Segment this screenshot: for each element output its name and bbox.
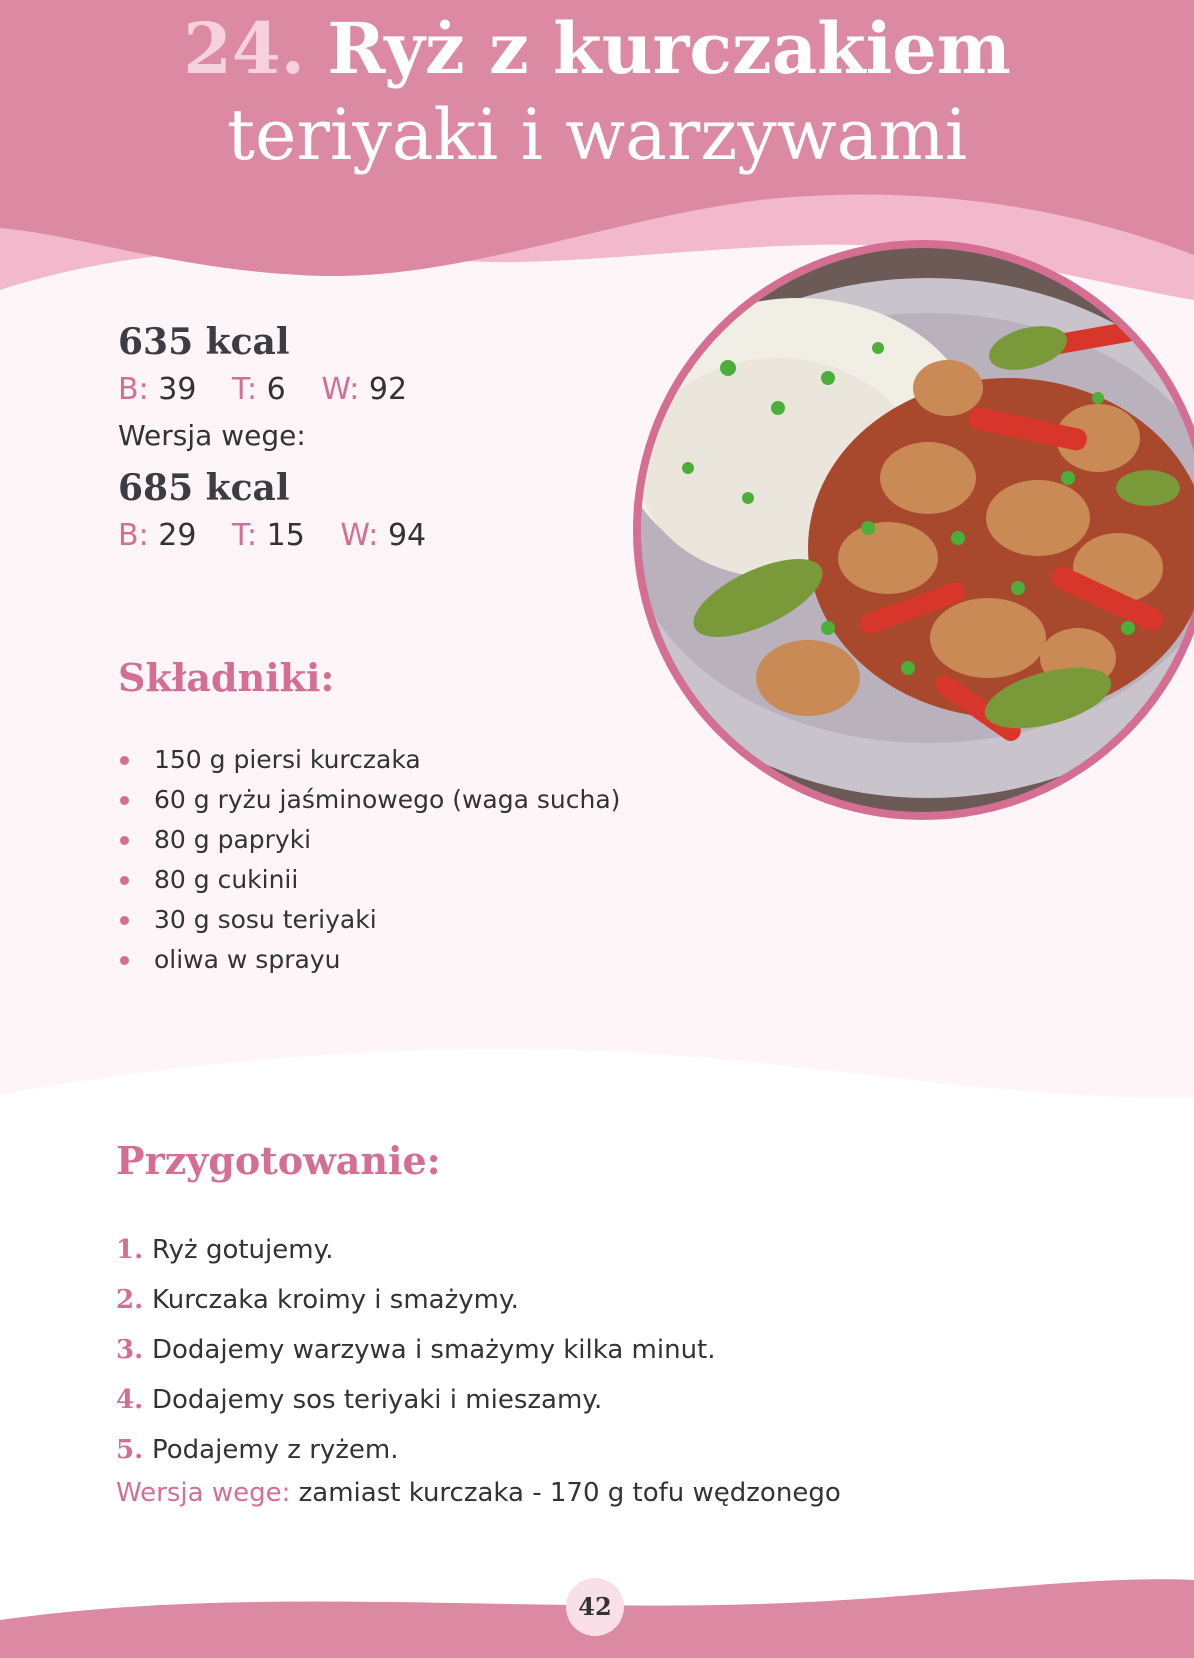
step-number: 1. xyxy=(116,1235,144,1265)
bullet-icon xyxy=(120,916,129,925)
wege-version-note xyxy=(116,1478,841,1508)
macro-fat: T: 6 xyxy=(231,372,286,407)
wege-note-label: Wersja wege: xyxy=(116,1478,291,1508)
ingredients-heading: Składniki: xyxy=(118,655,335,700)
macro-fat-wege: T: 15 xyxy=(231,518,305,553)
macro-protein-wege: B: 29 xyxy=(118,518,197,553)
list-item: 2. Kurczaka kroimy i smażymy. xyxy=(116,1275,716,1325)
bullet-icon xyxy=(120,836,129,845)
macros-wege xyxy=(118,512,452,560)
list-item: 5. Podajemy z ryżem. xyxy=(116,1425,716,1475)
list-item: 150 g piersi kurczaka xyxy=(118,740,620,780)
page-number: 42 xyxy=(566,1578,624,1636)
list-item: 4. Dodajemy sos teriyaki i mieszamy. xyxy=(116,1375,716,1425)
macro-carbs-wege: W: 94 xyxy=(340,518,427,553)
recipe-number: 24. xyxy=(183,7,305,90)
wege-version-label: Wersja wege: xyxy=(118,419,306,452)
preparation-steps xyxy=(116,1225,716,1475)
kcal-standard: 635 kcal xyxy=(118,321,290,363)
step-number: 3. xyxy=(116,1335,144,1365)
macro-carbs: W: 92 xyxy=(321,372,408,407)
step-number: 2. xyxy=(116,1285,144,1315)
list-item: 30 g sosu teriyaki xyxy=(118,900,620,940)
dish-photo xyxy=(628,238,1194,822)
ingredients-list xyxy=(118,740,620,980)
nutrition-info xyxy=(118,318,452,560)
list-item: oliwa w sprayu xyxy=(118,940,620,980)
title-line-2: teriyaki i warzywami xyxy=(226,94,968,176)
step-number: 5. xyxy=(116,1435,144,1465)
bullet-icon xyxy=(120,876,129,885)
bullet-icon xyxy=(120,756,129,765)
kcal-wege: 685 kcal xyxy=(118,467,290,509)
wege-note-text: zamiast kurczaka - 170 g tofu wędzonego xyxy=(298,1478,841,1508)
recipe-title xyxy=(0,6,1194,178)
macros-standard xyxy=(118,366,452,414)
step-number: 4. xyxy=(116,1385,144,1415)
title-line-1: Ryż z kurczakiem xyxy=(327,7,1011,90)
bullet-icon xyxy=(120,956,129,965)
list-item: 60 g ryżu jaśminowego (waga sucha) xyxy=(118,780,620,820)
macro-protein: B: 39 xyxy=(118,372,197,407)
list-item: 1. Ryż gotujemy. xyxy=(116,1225,716,1275)
preparation-heading: Przygotowanie: xyxy=(116,1138,441,1183)
list-item: 80 g papryki xyxy=(118,820,620,860)
bullet-icon xyxy=(120,796,129,805)
list-item: 3. Dodajemy warzywa i smażymy kilka minut. xyxy=(116,1325,716,1375)
list-item: 80 g cukinii xyxy=(118,860,620,900)
